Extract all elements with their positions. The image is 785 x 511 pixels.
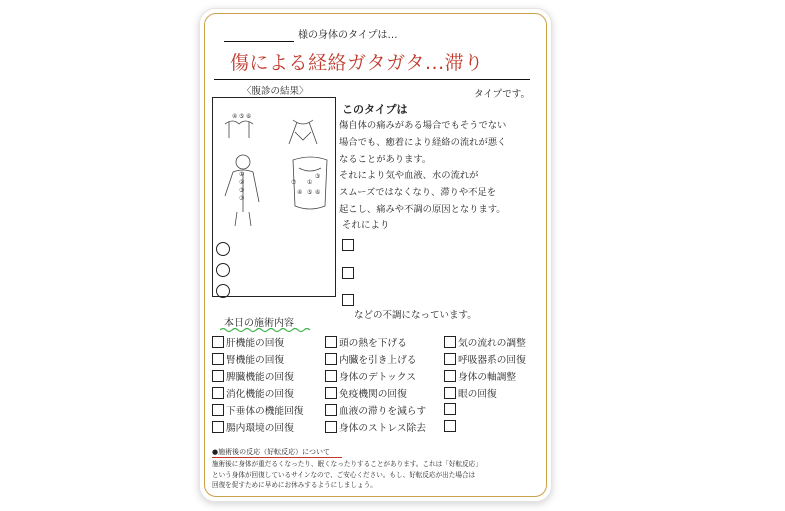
treatment-item[interactable] bbox=[444, 386, 497, 400]
cause-checkbox-3[interactable] bbox=[342, 294, 354, 306]
treatment-item[interactable] bbox=[212, 369, 294, 383]
cause-ending: などの不調になっています。 bbox=[354, 310, 477, 321]
treatment-label: 脾臓機能の回復 bbox=[226, 372, 294, 383]
description-text bbox=[339, 118, 539, 219]
svg-text:⑦: ⑦ bbox=[239, 195, 245, 202]
treatment-item[interactable] bbox=[325, 386, 407, 400]
treatment-checkbox[interactable] bbox=[212, 336, 224, 348]
treatment-checkbox[interactable] bbox=[212, 421, 224, 433]
type-title: 傷による経絡ガタガタ...滞り bbox=[230, 52, 484, 74]
treatment-item[interactable] bbox=[444, 369, 516, 383]
treatment-label: 免疫機関の回復 bbox=[339, 389, 407, 400]
description-heading: このタイプは bbox=[342, 103, 408, 116]
treatment-label: 身体のストレス除去 bbox=[339, 423, 426, 434]
svg-text:⑥: ⑥ bbox=[246, 113, 252, 120]
description-line: なることがあります。 bbox=[339, 153, 432, 165]
treatment-checkbox[interactable] bbox=[444, 403, 456, 415]
treatment-label: 身体のデトックス bbox=[339, 372, 417, 383]
svg-text:③: ③ bbox=[239, 187, 245, 194]
description-line: 傷自体の痛みがある場合でもそうでない bbox=[339, 120, 507, 131]
treatment-checkbox[interactable] bbox=[325, 387, 337, 399]
diagnosis-box bbox=[212, 97, 336, 297]
cause-checkbox-2[interactable] bbox=[342, 267, 354, 279]
treatment-checkbox[interactable] bbox=[325, 370, 337, 382]
treatment-label: 頭の熱を下げる bbox=[339, 338, 407, 349]
treatment-checkbox[interactable] bbox=[325, 353, 337, 365]
treatment-checkbox[interactable] bbox=[212, 370, 224, 382]
treatment-item[interactable] bbox=[325, 352, 417, 366]
svg-text:③: ③ bbox=[315, 173, 321, 180]
svg-text:⑥: ⑥ bbox=[315, 189, 321, 196]
cause-label: それにより bbox=[342, 220, 390, 231]
svg-text:⑤: ⑤ bbox=[307, 189, 313, 196]
treatment-item[interactable] bbox=[325, 420, 426, 434]
treatment-label: 内臓を引き上げる bbox=[339, 355, 417, 366]
type-suffix: タイプです。 bbox=[474, 89, 531, 100]
diagnosis-circle-3[interactable] bbox=[216, 284, 230, 298]
treatment-label: 気の流れの調整 bbox=[458, 338, 526, 349]
treatment-checkbox[interactable] bbox=[212, 353, 224, 365]
note-underline bbox=[212, 457, 342, 458]
diagnosis-circle-2[interactable] bbox=[216, 263, 230, 277]
diagnosis-label: 〈腹診の結果〉 bbox=[242, 86, 309, 97]
treatment-item[interactable] bbox=[212, 352, 284, 366]
treatment-item[interactable] bbox=[444, 352, 526, 366]
treatment-checkbox[interactable] bbox=[212, 387, 224, 399]
description-line: それにより気や血液、水の流れが bbox=[339, 170, 479, 182]
treatment-label: 下垂体の機能回復 bbox=[226, 406, 304, 417]
treatment-item[interactable] bbox=[212, 386, 294, 400]
treatment-label: 腎機能の回復 bbox=[226, 355, 285, 366]
body-diagram-icon bbox=[215, 102, 333, 232]
diagnosis-circle-1[interactable] bbox=[216, 242, 230, 256]
treatment-label: 消化機能の回復 bbox=[226, 389, 294, 400]
treatment-checkbox[interactable] bbox=[444, 370, 456, 382]
treatment-label: 呼吸器系の回復 bbox=[458, 355, 526, 366]
treatment-item-blank[interactable] bbox=[444, 403, 458, 415]
note-text bbox=[212, 459, 542, 491]
treatment-checkbox[interactable] bbox=[325, 421, 337, 433]
title-underline bbox=[214, 79, 530, 80]
wavy-underline-icon bbox=[220, 327, 314, 333]
treatment-checkbox[interactable] bbox=[444, 353, 456, 365]
treatment-item[interactable] bbox=[212, 420, 294, 434]
type-subtitle: 様の身体のタイプは… bbox=[298, 30, 398, 41]
treatment-item[interactable] bbox=[212, 335, 284, 349]
treatment-item[interactable] bbox=[212, 403, 304, 417]
description-line: 起こし、痛みや不調の原因となります。 bbox=[339, 203, 506, 215]
treatment-checkbox[interactable] bbox=[212, 404, 224, 416]
treatment-item[interactable] bbox=[444, 335, 526, 349]
treatment-item[interactable] bbox=[325, 369, 416, 383]
svg-text:⑦: ⑦ bbox=[291, 179, 297, 186]
treatment-label: 腸内環境の回復 bbox=[226, 423, 294, 434]
treatment-checkbox[interactable] bbox=[444, 387, 456, 399]
treatment-heading: 本日の施術内容 bbox=[224, 318, 294, 329]
treatment-checkbox[interactable] bbox=[325, 336, 337, 348]
svg-text:④: ④ bbox=[232, 113, 238, 120]
treatment-checkbox[interactable] bbox=[444, 336, 456, 348]
svg-text:④: ④ bbox=[297, 189, 303, 196]
treatment-item[interactable] bbox=[325, 403, 426, 417]
treatment-item[interactable] bbox=[325, 335, 407, 349]
treatment-item-blank[interactable] bbox=[444, 420, 458, 432]
name-blank-line[interactable] bbox=[224, 29, 294, 42]
note-line: という身体が回復しているサインなので、ご安心ください。もし、好転反応が出た場合は bbox=[212, 470, 476, 479]
description-line: スムーズではなくなり、滞りや不足を bbox=[339, 187, 497, 199]
treatment-label: 身体の軸調整 bbox=[458, 372, 517, 383]
description-line: 場合でも、癒着により経絡の流れが悪く bbox=[339, 136, 507, 148]
treatment-checkbox[interactable] bbox=[444, 420, 456, 432]
svg-text:⑤: ⑤ bbox=[239, 113, 245, 120]
treatment-label: 眼の回復 bbox=[458, 389, 497, 400]
treatment-label: 血液の滞りを減らす bbox=[339, 406, 427, 417]
svg-text:①: ① bbox=[307, 179, 313, 186]
svg-text:①: ① bbox=[239, 171, 245, 178]
treatment-checkbox[interactable] bbox=[325, 404, 337, 416]
treatment-label: 肝機能の回復 bbox=[226, 338, 285, 349]
note-heading: ●施術後の反応（好転反応）について bbox=[212, 448, 330, 456]
note-line: 回復を促すために早めにお休みするようにしましょう。 bbox=[212, 481, 377, 489]
result-card bbox=[199, 8, 552, 502]
note-line: 施術後に身体が重だるくなったり、眠くなったりすることがあります。これは「好転反応」 bbox=[212, 460, 482, 468]
svg-text:②: ② bbox=[239, 179, 245, 186]
cause-checkbox-1[interactable] bbox=[342, 239, 354, 251]
